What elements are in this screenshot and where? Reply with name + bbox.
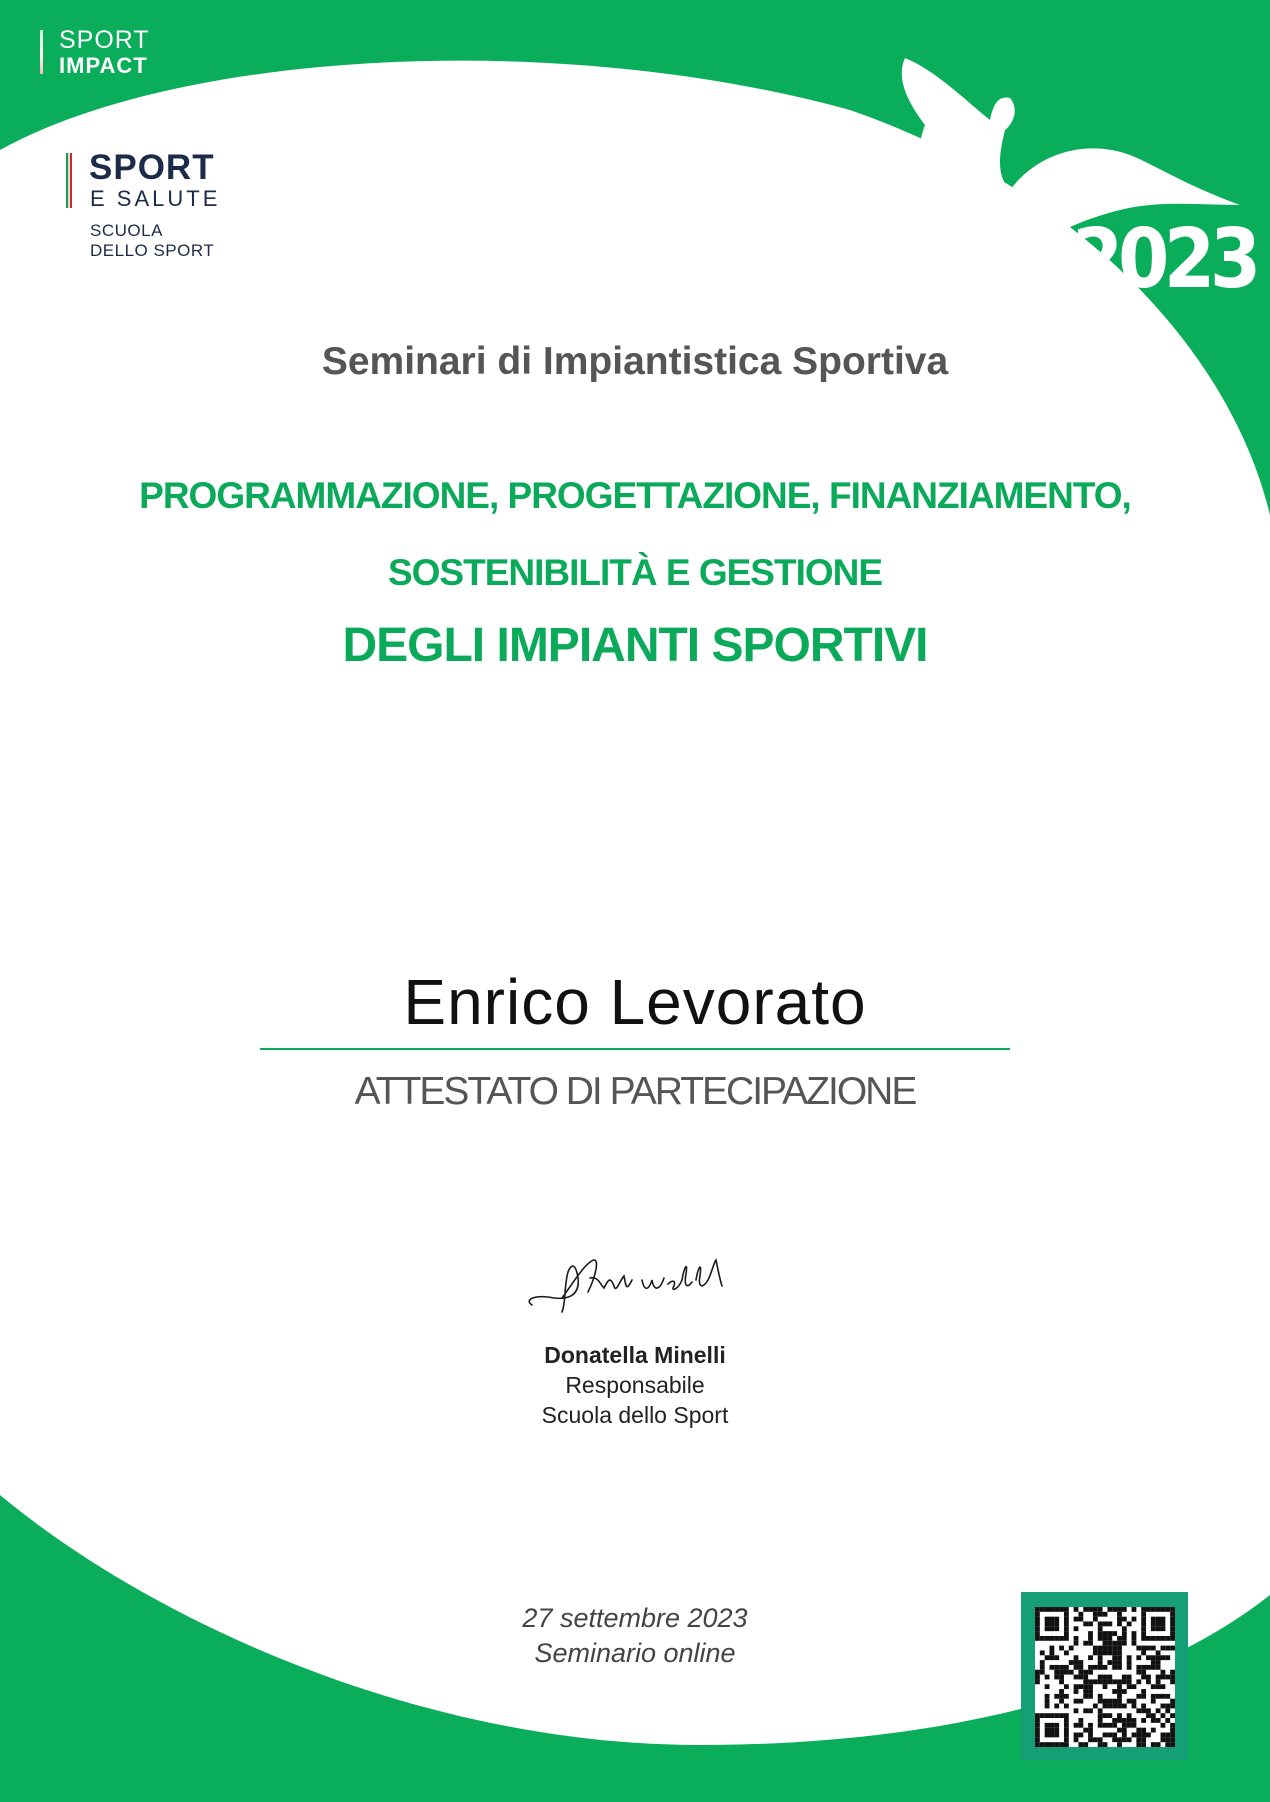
event-mode: Seminario online bbox=[534, 1638, 736, 1668]
certificate-type: ATTESTATO DI PARTECIPAZIONE bbox=[354, 1070, 916, 1113]
signatory-name: Donatella Minelli bbox=[544, 1342, 726, 1368]
scuola-dello-sport-label bbox=[90, 221, 214, 261]
qr-code-icon[interactable] bbox=[1021, 1592, 1188, 1760]
course-title-line1: PROGRAMMAZIONE, PROGETTAZIONE, FINANZIAMENTO, bbox=[139, 475, 1131, 516]
sport-impact-logo-line1: SPORT bbox=[59, 26, 150, 54]
italian-flag-stripe bbox=[66, 153, 72, 208]
qr-code-pattern bbox=[1035, 1607, 1175, 1747]
event-date: 27 settembre 2023 bbox=[522, 1603, 748, 1633]
signatory-organization: Scuola dello Sport bbox=[541, 1402, 729, 1428]
course-title-line3: DEGLI IMPIANTI SPORTIVI bbox=[342, 619, 928, 672]
year-badge: 2023 bbox=[1072, 212, 1256, 307]
course-title-line2: SOSTENIBILITÀ E GESTIONE bbox=[387, 552, 883, 593]
seminar-series-title: Seminari di Impiantistica Sportiva bbox=[321, 340, 949, 383]
sport-impact-flag-stripe bbox=[40, 30, 43, 74]
dello-sport-line: DELLO SPORT bbox=[90, 241, 215, 260]
signatory-role: Responsabile bbox=[565, 1372, 705, 1398]
sport-impact-logo-line2: IMPACT bbox=[59, 53, 148, 78]
participant-name: Enrico Levorato bbox=[403, 966, 867, 1038]
sport-salute-logo-line2: E SALUTE bbox=[90, 186, 221, 211]
scuola-line: SCUOLA bbox=[90, 221, 163, 240]
signature bbox=[520, 1250, 730, 1320]
name-underline bbox=[260, 1048, 1010, 1050]
sport-salute-logo-line1: SPORT bbox=[89, 148, 215, 187]
